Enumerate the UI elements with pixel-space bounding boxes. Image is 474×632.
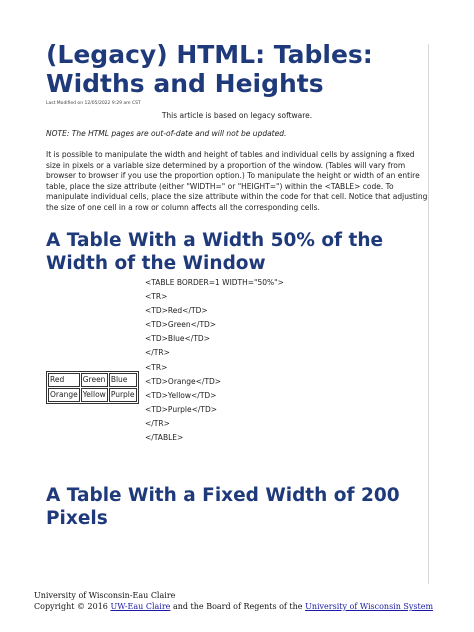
copyright-text: Copyright © 2016 (34, 602, 108, 611)
page-divider-line (428, 44, 429, 584)
code-line: <TR> (145, 292, 168, 302)
code-line: <TABLE BORDER=1 WIDTH="50%"> (145, 278, 284, 287)
table-cell: Purple (109, 388, 137, 402)
code-line: <TD>Yellow</TD> (145, 390, 217, 400)
page-title: (Legacy) HTML: Tables: Widths and Heights (46, 40, 373, 98)
code-line: <TD>Orange</TD> (145, 376, 222, 386)
code-line: </TR> (145, 418, 170, 428)
table-cell: Blue (109, 373, 137, 387)
example-table (46, 371, 139, 404)
table-cell: Red (48, 373, 80, 387)
table-cell: Yellow (81, 388, 108, 402)
section-heading-percent-width: A Table With a Width 50% of the Width of the Window (46, 230, 384, 274)
code-line: </TR> (145, 348, 170, 358)
intro-paragraph: It is possible to manipulate the width and height of tables and individual cells by assigning a fixed size in pixels or a variable size determined by a proportion of the window. (Tables will vary from browser to browser if you use the proportion option.) To manipulate the height or width of an entire table, place the size attribute (either "WIDTH=" or "HEIGHT=") within the <TABLE> code. To manipulate individual cells, place the size attribute within the code for that cell. Notice that adjusting the size of one cell in a row or column affects all the corresponding cells. (46, 150, 428, 212)
code-sample (145, 276, 284, 445)
code-line: <TD>Red</TD> (145, 306, 208, 316)
outdated-note: NOTE: The HTML pages are out-of-date and will not be updated. (46, 129, 287, 138)
code-line: <TR> (145, 362, 168, 372)
last-modified-text: Last Modified on 12/05/2022 9:29 am CST (46, 101, 141, 106)
table-row (48, 373, 137, 387)
footer-copyright (34, 602, 433, 611)
legacy-notice: This article is based on legacy software. (161, 111, 313, 120)
code-line: </TABLE> (145, 433, 184, 443)
table-row (48, 388, 137, 402)
table-cell: Orange (48, 388, 80, 402)
code-line: <TD>Green</TD> (145, 320, 217, 330)
section-heading-fixed-width: A Table With a Fixed Width of 200 Pixels (46, 485, 400, 529)
uw-eau-claire-link[interactable]: UW-Eau Claire (110, 602, 171, 611)
table-cell: Green (81, 373, 108, 387)
footer-university: University of Wisconsin-Eau Claire (34, 591, 176, 600)
uw-system-link[interactable]: University of Wisconsin System (305, 602, 434, 611)
copyright-middle-text: and the Board of Regents of the (172, 602, 303, 611)
code-line: <TD>Blue</TD> (145, 334, 210, 344)
code-line: <TD>Purple</TD> (145, 404, 218, 414)
